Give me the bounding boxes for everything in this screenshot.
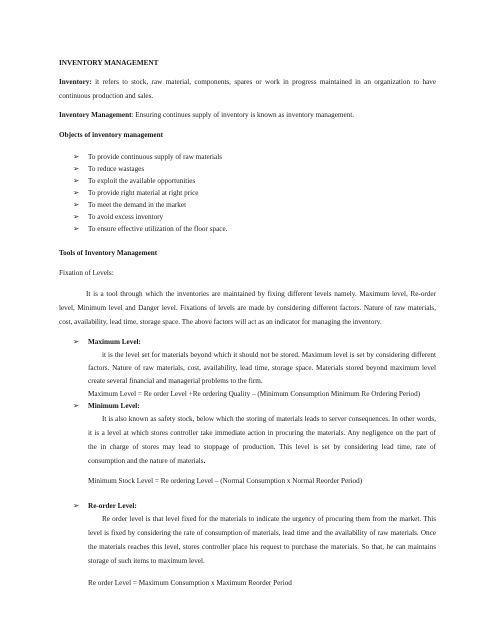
minimum-level-period: . bbox=[203, 457, 206, 465]
fixation-paragraph-line: cost, availability, lead time, storage space. The above factors will act as an indicator for managing the inventory. bbox=[59, 318, 382, 326]
minimum-level-line-text: consumption and the nature of materials bbox=[88, 457, 204, 465]
minimum-level-line: it is a level at which stores controller take immediate action in procuring the materials. Any negligence on the part of bbox=[88, 429, 436, 437]
arrow-bullet-icon: ➢ bbox=[73, 176, 80, 185]
reorder-level-formula: Re order Level = Maximum Consumption x Maximum Reorder Period bbox=[88, 579, 292, 587]
reorder-level-line: the materials reaches this level, stores controller place his request to purchase the materials. So that, he can maintains bbox=[88, 543, 436, 551]
maximum-level-line: factors. Nature of raw materials, cost, availability, lead time, storage space. Materials stored beyond maximum level bbox=[88, 364, 436, 372]
list-item-text: To ensure effective utilization of the floor space. bbox=[88, 225, 228, 233]
inventory-definition-line-1 bbox=[59, 77, 436, 87]
fixation-heading: Fixation of Levels: bbox=[59, 269, 114, 277]
inventory-term: Inventory: bbox=[59, 78, 92, 86]
list-item-text: To provide right material at right price bbox=[88, 189, 199, 197]
arrow-bullet-icon: ➢ bbox=[73, 401, 80, 410]
page-title: INVENTORY MANAGEMENT bbox=[59, 59, 159, 67]
reorder-level-line: storage of such items to maximum level. bbox=[88, 557, 205, 565]
arrow-bullet-icon: ➢ bbox=[73, 164, 80, 173]
maximum-level-line: it is the level set for materials beyond which it should not be stored. Maximum level is set by considering different bbox=[102, 351, 436, 359]
objects-heading: Objects of inventory management bbox=[59, 131, 164, 139]
arrow-bullet-icon: ➢ bbox=[73, 212, 80, 221]
arrow-bullet-icon: ➢ bbox=[73, 337, 80, 346]
maximum-level-line: create several financial and managerial problems to the firm. bbox=[88, 377, 263, 385]
maximum-level-formula: Maximum Level = Re order Level +Re ordering Quality – (Minimum Consumption Minimum Re Ordering Period) bbox=[88, 390, 421, 398]
arrow-bullet-icon: ➢ bbox=[73, 501, 80, 510]
reorder-level-line: level is fixed by considering the rate of consumption of materials, lead time and the availability of raw materials. Once bbox=[88, 529, 436, 537]
fixation-paragraph-line: It is a tool through which the inventories are maintained by fixing different levels namely. Maximum level, Re-order bbox=[86, 290, 436, 298]
minimum-level-line: It is also known as safety stock, below which the storing of materials leads to server consequences. In other words, bbox=[102, 415, 436, 423]
list-item-text: To provide continuous supply of raw materials bbox=[88, 153, 223, 161]
arrow-bullet-icon: ➢ bbox=[73, 200, 80, 209]
arrow-bullet-icon: ➢ bbox=[73, 188, 80, 197]
minimum-level-line bbox=[88, 456, 205, 466]
inventory-definition-text: it refers to stock, raw material, components, spares or work in progress maintained in an organization to have bbox=[95, 78, 437, 86]
inventory-management-term: Inventory Management bbox=[59, 111, 132, 119]
fixation-paragraph-line: level, Minimum level and Danger level. Fixations of levels are made by considering different factors. Nature of raw materials, bbox=[59, 304, 436, 312]
arrow-bullet-icon: ➢ bbox=[73, 224, 80, 233]
reorder-level-heading: Re-order Level: bbox=[88, 502, 137, 510]
minimum-level-formula: Minimum Stock Level = Re ordering Level – (Normal Consumption x Normal Reorder Period) bbox=[88, 477, 363, 485]
list-item-text: To meet the demand in the market bbox=[88, 201, 187, 209]
list-item-text: To reduce wastages bbox=[88, 165, 145, 173]
inventory-definition-line-2: continuous production and sales. bbox=[59, 92, 154, 100]
arrow-bullet-icon: ➢ bbox=[73, 152, 80, 161]
list-item-text: To avoid excess inventory bbox=[88, 213, 164, 221]
list-item-text: To exploit the available opportunities bbox=[88, 177, 196, 185]
inventory-management-definition bbox=[59, 110, 354, 120]
tools-heading: Tools of Inventory Management bbox=[59, 249, 158, 257]
maximum-level-heading: Maximum Level: bbox=[88, 338, 141, 346]
minimum-level-heading: Minimum Level: bbox=[88, 402, 140, 410]
minimum-level-line: the in charge of stores may lead to stoppage of production. This level is set by considering lead time, rate of bbox=[88, 443, 436, 451]
inventory-management-text: : Ensuring continues supply of inventory is known as inventory management. bbox=[131, 111, 355, 119]
reorder-level-line: Re order level is that level fixed for the materials to indicate the urgency of procuring them from the market. This bbox=[102, 515, 436, 523]
